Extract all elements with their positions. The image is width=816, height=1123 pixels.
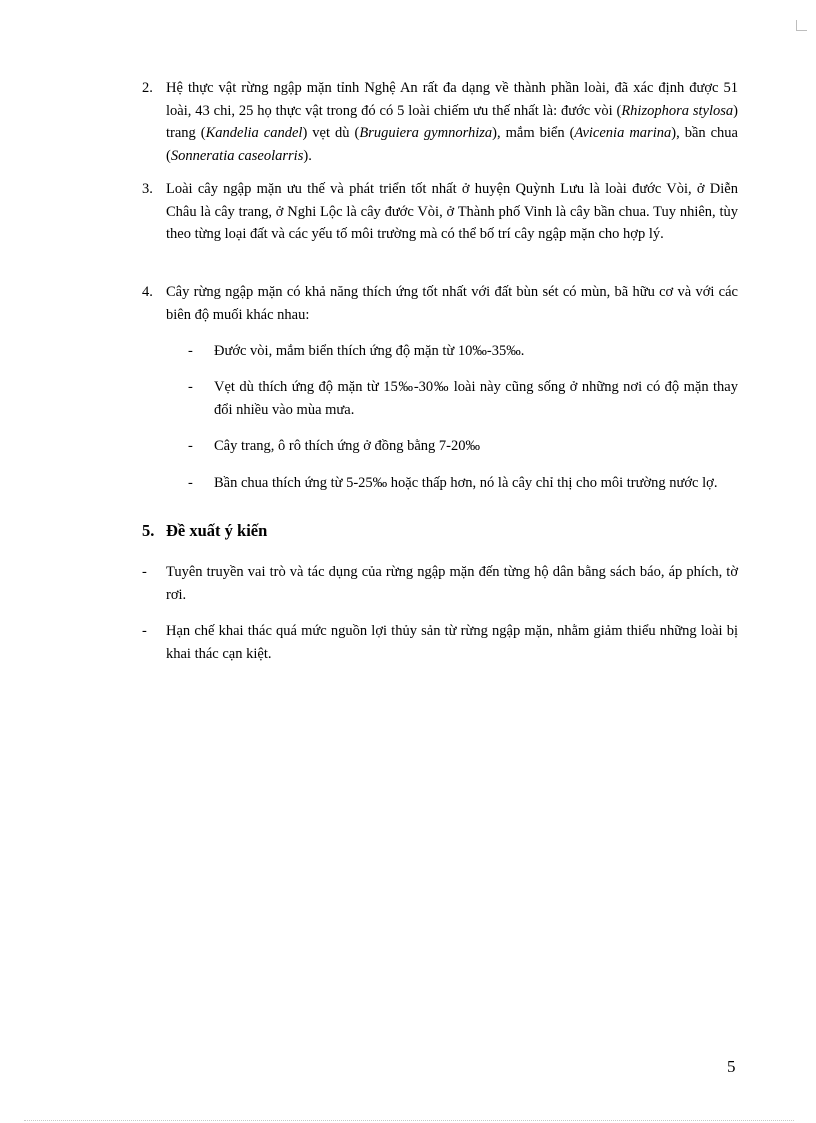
dash-bullet: - [188, 475, 193, 491]
dash-bullet: - [142, 623, 147, 639]
dash-bullet: - [188, 379, 193, 395]
text-run: ), bần chua ( [166, 125, 738, 164]
section-title: Đề xuất ý kiến [166, 521, 268, 540]
salinity-text: Đước vòi, mắm biển thích ứng độ mặn từ 10‰-35‰. [214, 343, 525, 359]
list-item-3 [142, 178, 738, 246]
page-bottom-rule [24, 1120, 794, 1121]
item-text: Cây rừng ngập mặn có khả năng thích ứng tốt nhất với đất bùn sét có mùn, bã hữu cơ và với các biên độ muối khác nhau: [166, 284, 738, 323]
item-number: 4. [142, 284, 153, 300]
list-item-2 [142, 77, 738, 167]
list-item-4 [142, 281, 738, 326]
proposal-text: Hạn chế khai thác quá mức nguồn lợi thủy sản từ rừng ngập mặn, nhằm giảm thiểu những loài bị khai thác cạn kiệt. [166, 623, 738, 662]
text-run: ) vẹt dù ( [302, 125, 360, 141]
section-number: 5. [142, 521, 155, 540]
species-name: Sonneratia caseolarris [170, 147, 304, 164]
dash-bullet: - [188, 343, 193, 359]
salinity-item [188, 340, 738, 363]
page-corner-mark [796, 20, 807, 31]
dash-bullet: - [188, 438, 193, 454]
proposal-text: Tuyên truyền vai trò và tác dụng của rừng ngập mặn đến từng hộ dân bằng sách báo, áp phích, tờ rơi. [166, 564, 738, 603]
proposal-item [142, 561, 738, 606]
salinity-item [188, 435, 738, 458]
item-text: Loài cây ngập mặn ưu thế và phát triển tốt nhất ở huyện Quỳnh Lưu là loài đước Vòi, ở Diễn Châu là cây trang, ở Nghi Lộc là cây đước Vòi, ở Thành phố Vinh là cây bần chua. Tuy nhiên, tùy theo từng loại đất và các yếu tố môi trường mà có thể bố trí cây ngập mặn cho hợp lý. [166, 181, 738, 242]
salinity-text: Bần chua thích ứng từ 5-25‰ hoặc thấp hơn, nó là cây chỉ thị cho môi trường nước lợ. [214, 475, 718, 491]
text-run: Hệ thực vật rừng ngập mặn tỉnh Nghệ An rất đa dạng về thành phần loài, đã xác định được 51 loài, 43 chi, 25 họ thực vật trong đó có 5 loài chiếm ưu thế nhất là: đước vòi ( [166, 80, 738, 119]
salinity-item [188, 376, 738, 421]
species-name: Rhizophora stylosa [621, 102, 734, 119]
page-number: 5 [727, 1057, 736, 1076]
section-heading [142, 521, 267, 541]
salinity-text: Vẹt dù thích ứng độ mặn từ 15‰-30‰ loài này cũng sống ở những nơi có độ mặn thay đổi nhiều vào mùa mưa. [214, 379, 738, 418]
salinity-text: Cây trang, ô rô thích ứng ở đồng bằng 7-20‰ [214, 438, 481, 454]
text-run: ) trang ( [166, 102, 739, 141]
salinity-item [188, 472, 738, 495]
proposal-item [142, 620, 738, 665]
item-text [166, 77, 738, 167]
dash-bullet: - [142, 564, 147, 580]
species-name: Bruguiera gymnorhiza [359, 125, 493, 141]
item-number: 2. [142, 80, 153, 96]
text-run: ). [303, 147, 312, 164]
species-name: Kandelia candel [205, 125, 303, 141]
species-name: Avicenia marina [574, 125, 672, 141]
text-run: ), mắm biển ( [492, 125, 575, 141]
item-number: 3. [142, 181, 153, 197]
